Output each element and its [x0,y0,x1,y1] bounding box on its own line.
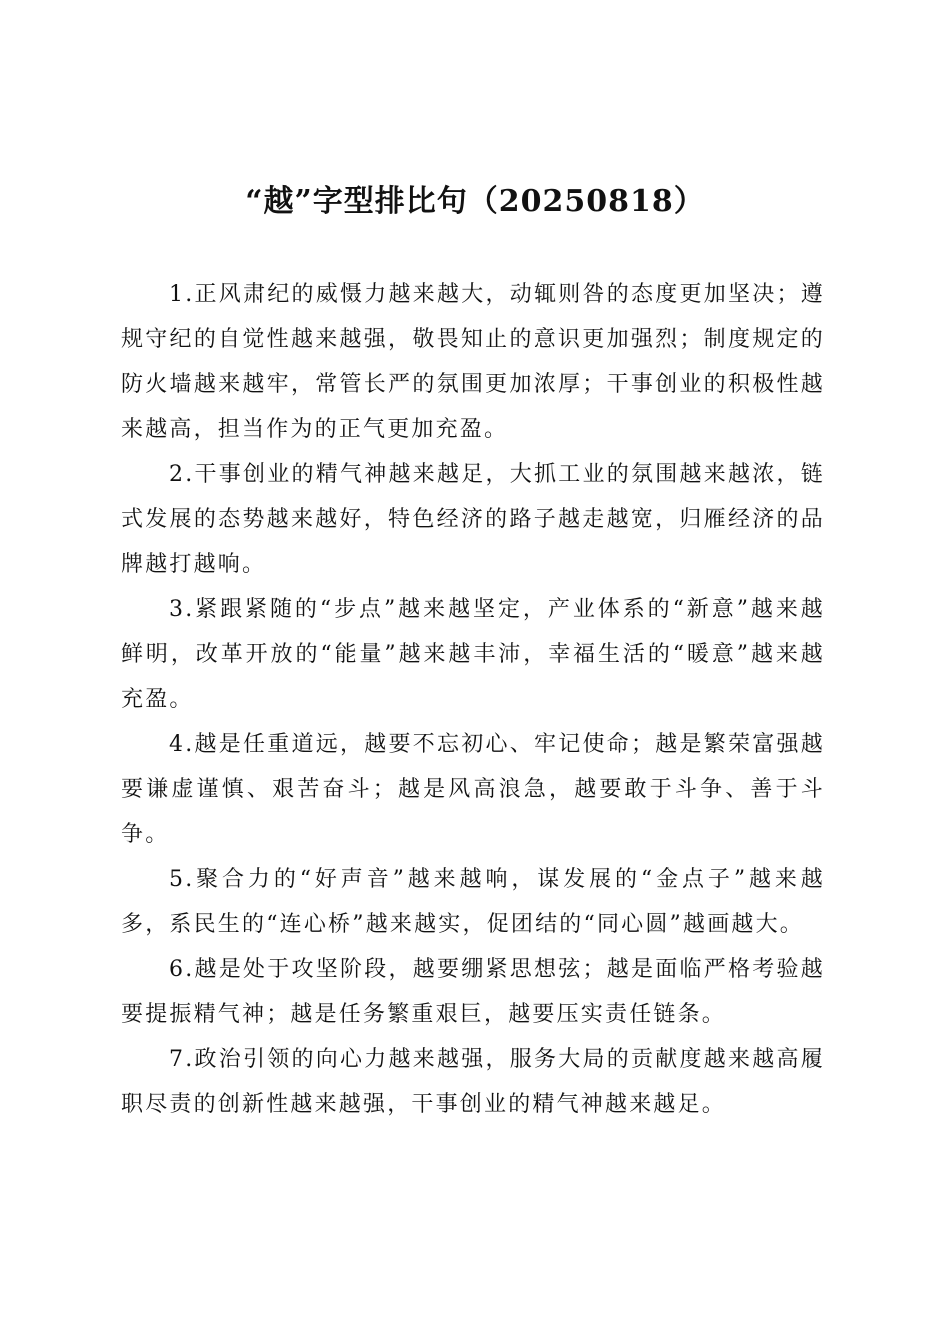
document-title: “越”字型排比句（20250818） [245,184,705,219]
paragraph-2: 2.干事创业的精气神越来越足，大抓工业的氛围越来越浓，链式发展的态势越来越好，特色经济的路子越走越宽，归雁经济的品牌越打越响。 [121,462,825,577]
paragraph-5: 5.聚合力的“好声音”越来越响，谋发展的“金点子”越来越多，系民生的“连心桥”越来越实，促团结的“同心圆”越画越大。 [121,867,825,937]
paragraph-7: 7.政治引领的向心力越来越强，服务大局的贡献度越来越高履职尽责的创新性越来越强，干事创业的精气神越来越足。 [121,1047,825,1117]
paragraph-6: 6.越是处于攻坚阶段，越要绷紧思想弦；越是面临严格考验越要提振精气神；越是任务繁重艰巨，越要压实责任链条。 [121,957,825,1027]
paragraph-3: 3.紧跟紧随的“步点”越来越坚定，产业体系的“新意”越来越鲜明，改革开放的“能量”越来越丰沛，幸福生活的“暖意”越来越充盈。 [121,597,825,712]
paragraph-4: 4.越是任重道远，越要不忘初心、牢记使命；越是繁荣富强越要谦虚谨慎、艰苦奋斗；越是风高浪急，越要敢于斗争、善于斗争。 [121,732,825,847]
paragraph-1: 1.正风肃纪的威慑力越来越大，动辄则咎的态度更加坚决；遵规守纪的自觉性越来越强，敬畏知止的意识更加强烈；制度规定的防火墙越来越牢，常管长严的氛围更加浓厚；干事创业的积极性越来越高，担当作为的正气更加充盈。 [121,282,825,442]
document-body [121,272,825,1127]
